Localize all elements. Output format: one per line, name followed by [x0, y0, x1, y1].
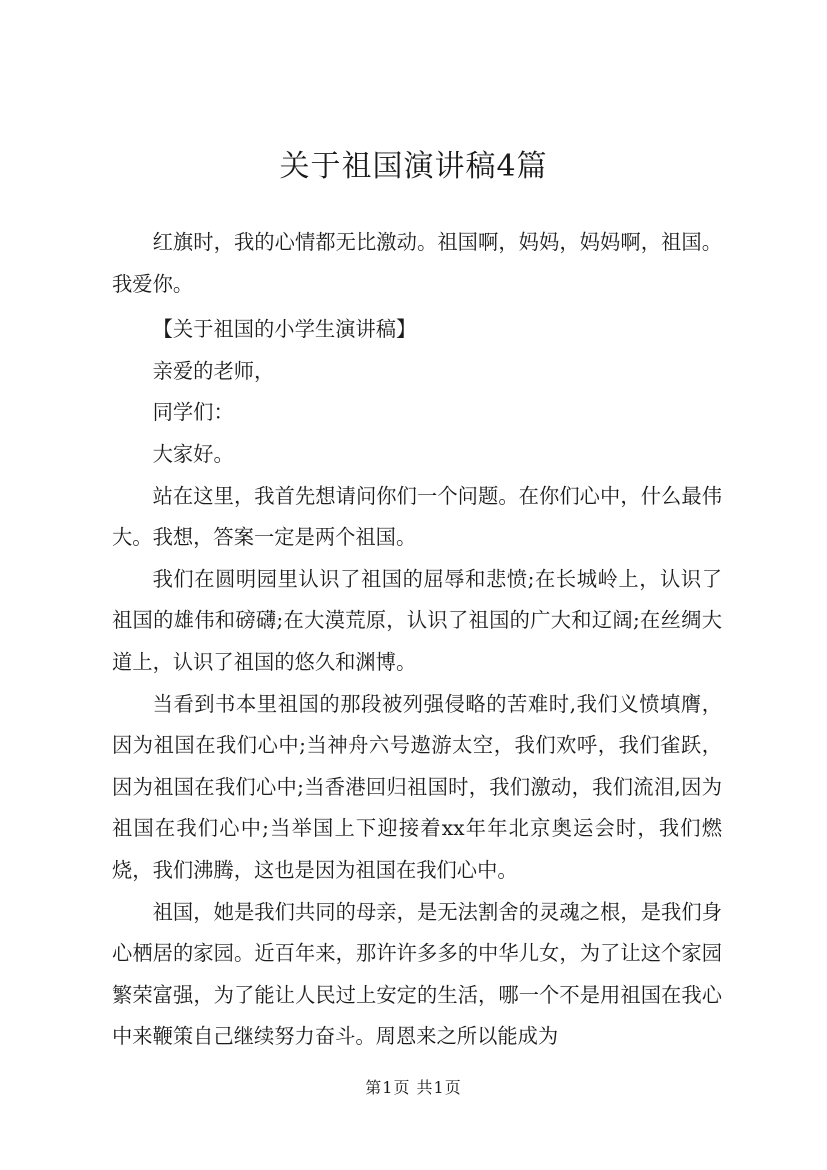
document-body	[112, 222, 722, 1058]
paragraph: 站在这里，我首先想请问你们一个问题。在你们心中，什么最伟大。我想，答案一定是两个祖国。	[112, 483, 722, 550]
paragraph: 当看到书本里祖国的那段被列强侵略的苦难时,我们义愤填膺，因为祖国在我们心中;当神舟六号遨游太空，我们欢呼，我们雀跃，因为祖国在我们心中;当香港回归祖国时，我们激动，我们流泪,因为祖国在我们心中;当举国上下迎接着xx年年北京奥运会时，我们燃烧，我们沸腾，这也是因为祖国在我们心中。	[112, 691, 722, 882]
paragraph: 红旗时，我的心情都无比激动。祖国啊，妈妈，妈妈啊，祖国。我爱你。	[112, 230, 722, 296]
paragraph: 祖国，她是我们共同的母亲，是无法割舍的灵魂之根，是我们身心栖居的家园。近百年来，那许许多多的中华儿女，为了让这个家园繁荣富强，为了能让人民过上安定的生活，哪一个不是用祖国在我心中来鞭策自己继续努力奋斗。周恩来之所以能成为	[112, 899, 722, 1049]
page-title: 关于祖国演讲稿4篇	[279, 149, 548, 184]
page-footer: 第1页 共1页	[365, 1078, 462, 1097]
paragraph: 同学们：	[152, 400, 234, 425]
paragraph: 我们在圆明园里认识了祖国的屈辱和悲愤;在长城岭上，认识了祖国的雄伟和磅礴;在大漠荒原，认识了祖国的广大和辽阔;在丝绸大道上，认识了祖国的悠久和渊博。	[112, 566, 722, 674]
paragraph: 亲爱的老师，	[152, 358, 275, 383]
paragraph: 大家好。	[152, 441, 234, 466]
section-heading: 【关于祖国的小学生演讲稿】	[152, 317, 417, 342]
